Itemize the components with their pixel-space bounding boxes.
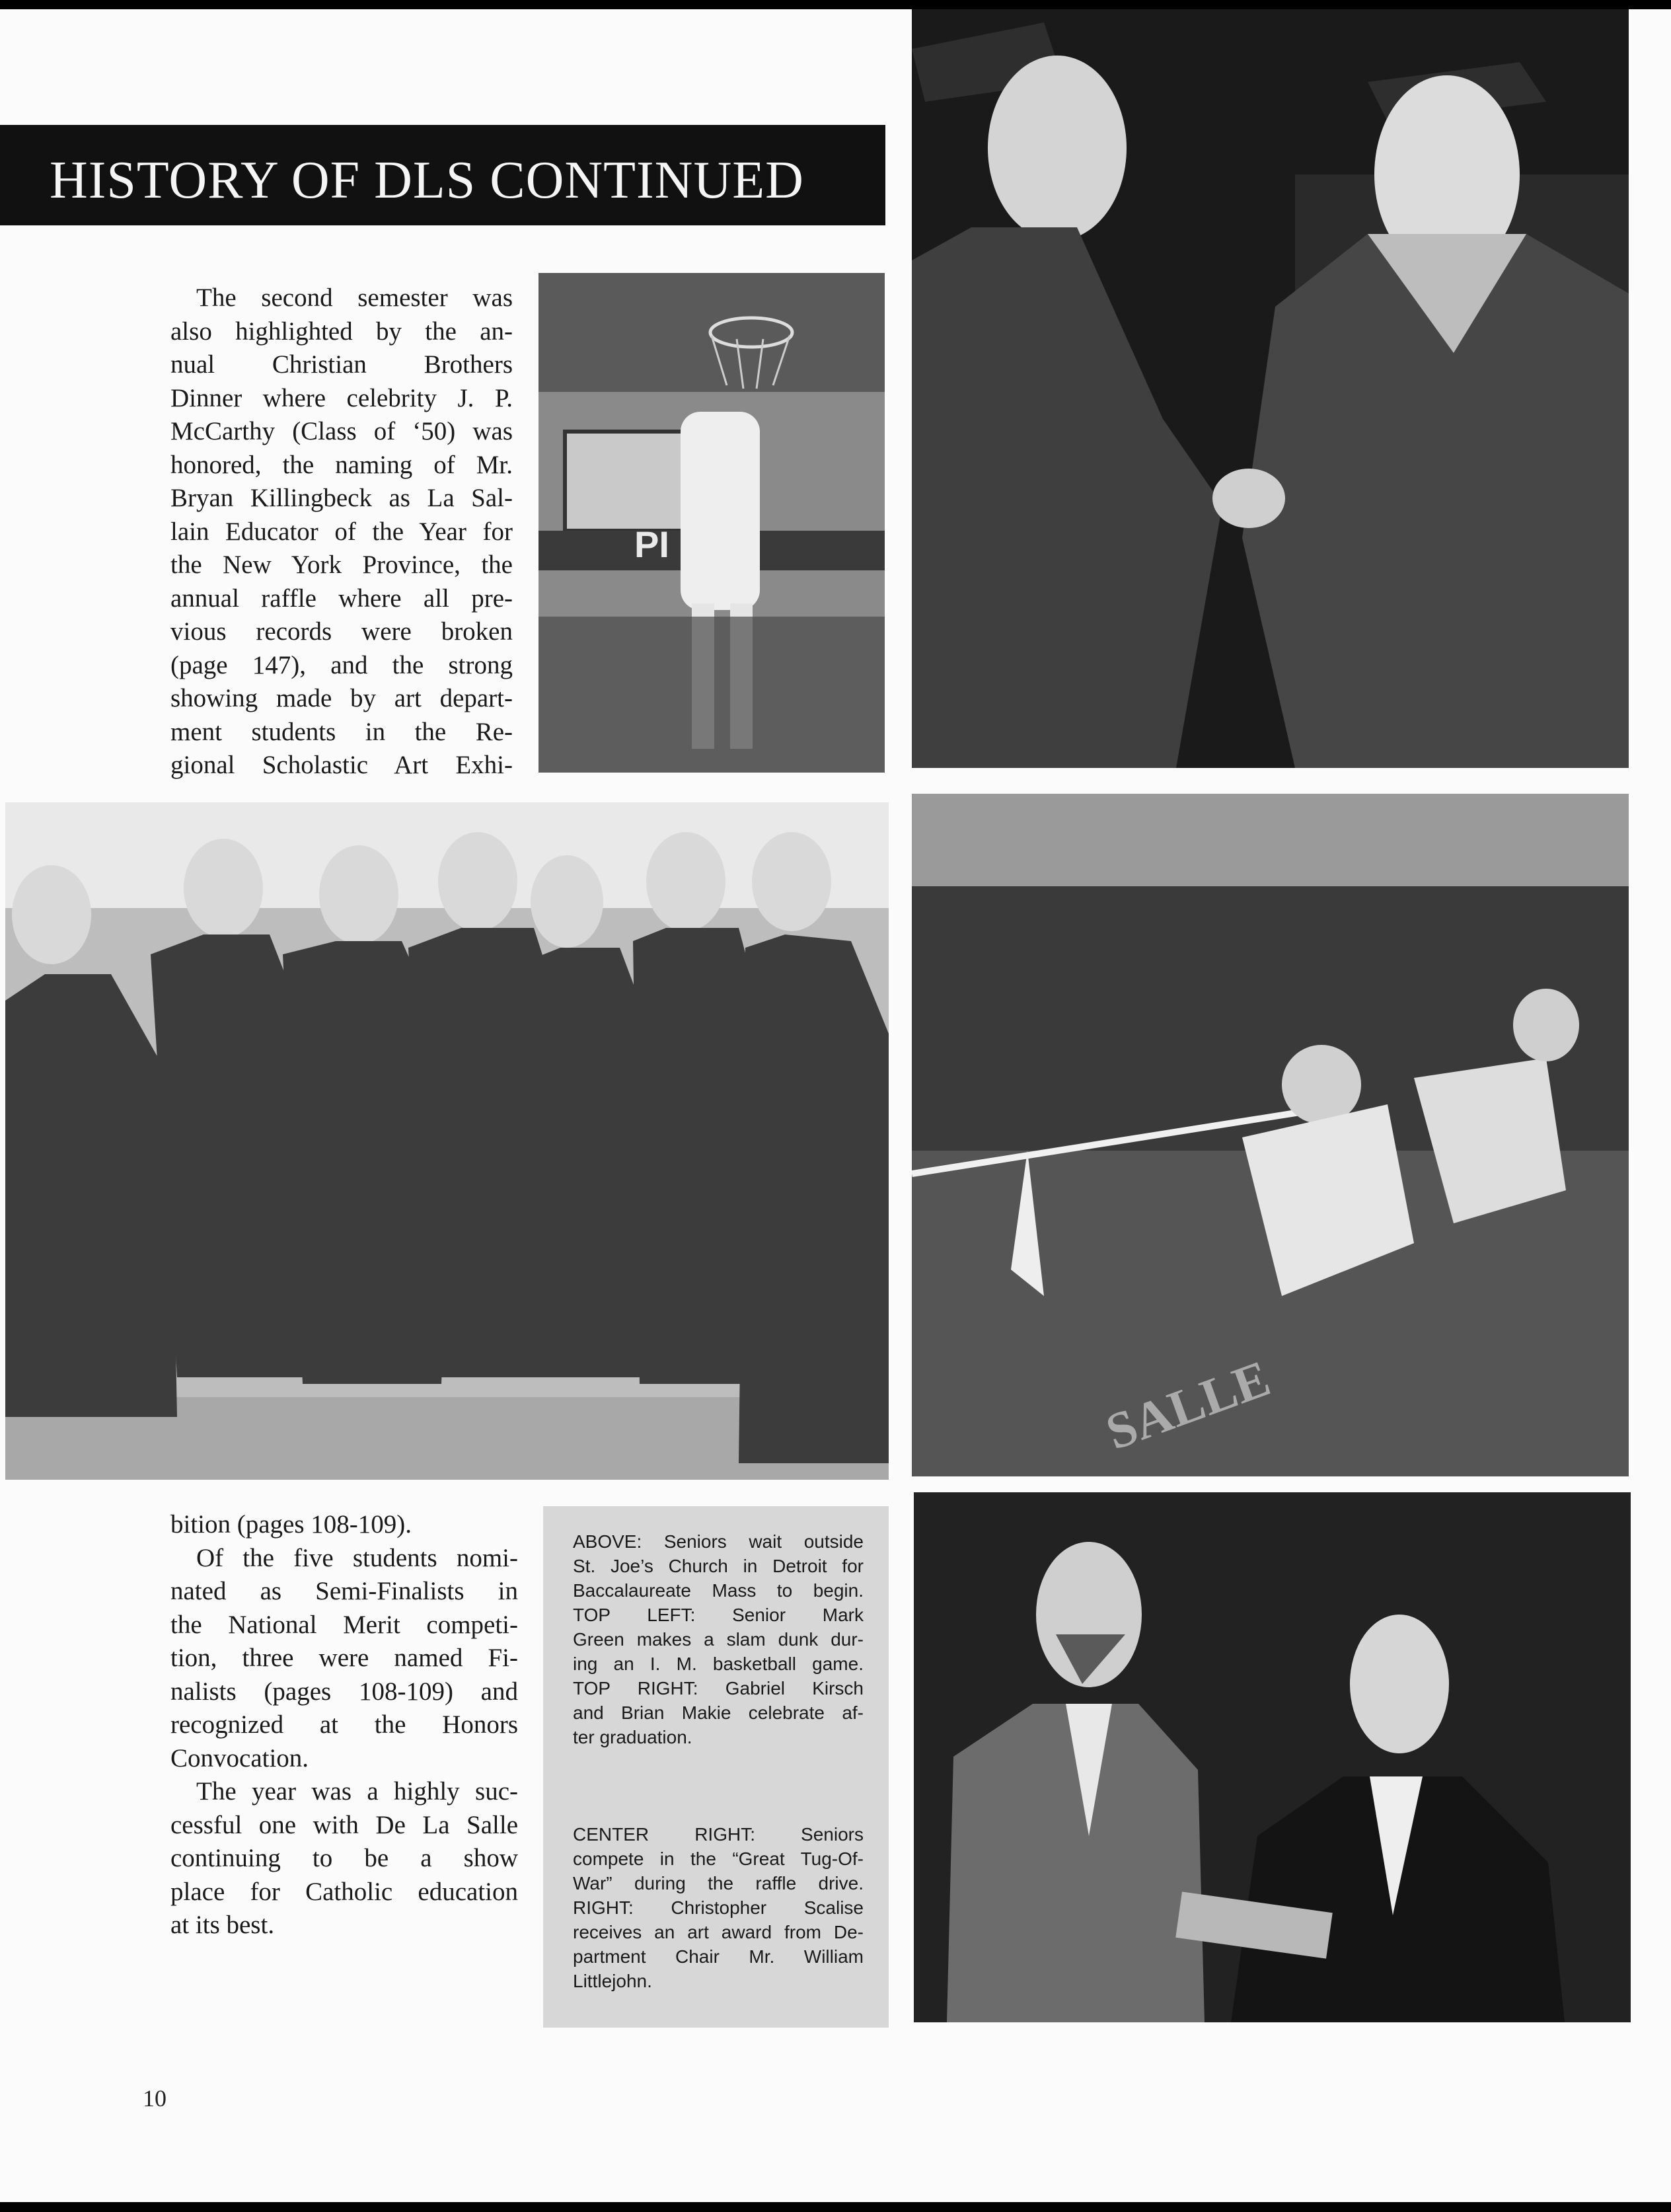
text-line: Of the five students nomi- [196,1543,518,1572]
text-line: McCarthy (Class of ‘50) was [170,417,513,445]
text-line: (page 147), and the strong [170,650,513,679]
text-line: receives an art award from De- [573,1922,864,1942]
photo-tug-of-war [912,794,1629,1476]
text-line: and Brian Makie celebrate af- [573,1702,864,1723]
text-line: place for Catholic education [170,1877,518,1906]
text-line: TOP RIGHT: Gabriel Kirsch [573,1678,864,1698]
text-line: tion, three were named Fi- [170,1644,518,1672]
text-line: ABOVE: Seniors wait outside [573,1531,864,1552]
title-bar [0,125,885,225]
yearbook-page [0,9,1671,2202]
text-line: also highlighted by the an- [170,317,513,346]
text-line: nalists (pages 108-109) and [170,1677,518,1706]
text-line: honored, the naming of Mr. [170,450,513,479]
text-line: TOP LEFT: Senior Mark [573,1605,864,1625]
body-text-column-1 [170,282,513,782]
caption-block-2 [573,1822,864,1993]
text-line: ter graduation. [573,1727,692,1747]
page-title: HISTORY OF DLS CONTINUED [50,151,804,210]
gym-sign-text: PI [634,523,669,565]
text-line: partment Chair Mr. William [573,1946,864,1967]
photo-graduates-handshake [912,9,1629,768]
text-line: bition (pages 108-109). [170,1510,412,1539]
text-line: compete in the “Great Tug-Of- [573,1849,864,1869]
page-number: 10 [143,2085,167,2112]
text-line: recognized at the Honors [170,1710,518,1739]
text-line: continuing to be a show [170,1844,518,1872]
photo-seniors-robes [5,802,889,1480]
photo-basketball-dunk [538,273,885,773]
text-line: nual Christian Brothers [170,350,513,379]
text-line: St. Joe’s Church in Detroit for [573,1556,864,1576]
text-line: CENTER RIGHT: Seniors [573,1824,864,1845]
text-line: War” during the raffle drive. [573,1873,864,1893]
text-line: at its best. [170,1911,275,1939]
text-line: annual raffle where all pre- [170,584,513,613]
text-line: The second semester was [196,284,513,312]
text-line: Convocation. [170,1743,309,1773]
text-line: the National Merit competi- [170,1610,518,1639]
text-line: ment students in the Re- [170,717,513,746]
text-line: RIGHT: Christopher Scalise [573,1897,864,1918]
photo-art-award [914,1492,1631,2022]
text-line: The year was a highly suc- [196,1777,518,1806]
text-line: Dinner where celebrity J. P. [170,383,513,412]
text-line: cessful one with De La Salle [170,1810,518,1839]
caption-block-1 [573,1529,864,1749]
text-line: the New York Province, the [170,551,513,579]
text-line: showing made by art depart- [170,684,513,712]
text-line: Green makes a slam dunk dur- [573,1629,864,1650]
caption-box [543,1506,889,2028]
text-line: Baccalaureate Mass to begin. [573,1580,864,1601]
text-line: gional Scholastic Art Exhi- [170,751,513,779]
text-line: ing an I. M. basketball game. [573,1654,864,1674]
body-text-column-2 [170,1508,518,1942]
text-line: vious records were broken [170,617,513,646]
text-line: lain Educator of the Year for [170,517,513,546]
text-line: nated as Semi-Finalists in [170,1577,518,1605]
text-line: Littlejohn. [573,1971,652,1991]
text-line: Bryan Killingbeck as La Sal- [170,484,513,512]
floor-lettering: SALLE [1098,1348,1277,1461]
